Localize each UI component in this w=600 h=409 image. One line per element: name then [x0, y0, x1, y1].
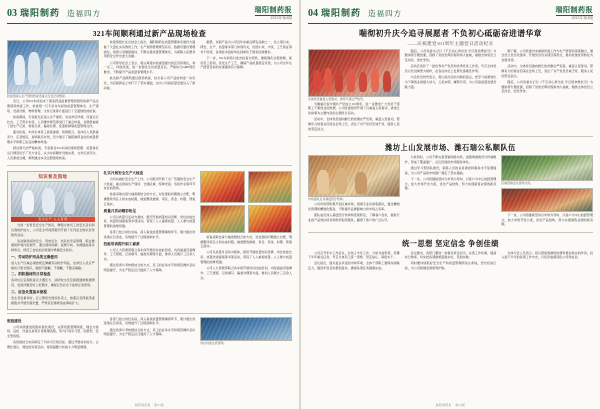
masthead-left-group — [7, 9, 101, 19]
right-article-text-1 — [308, 102, 400, 132]
subsection-title: 一、劳动防护用品的正确使用 — [11, 254, 58, 259]
paragraph: 活动中，全体党员面向鲜红的党旗庄严宣誓，重温入党誓词，铿锵有力的誓言回荡在会场上空，表达了共产党员忠诚于党、服务人民的坚定信念。 — [308, 117, 400, 131]
poster-row — [200, 171, 292, 203]
paragraph: 为进一步普及安全生产知识，增强全体员工的安全意识和自我防护能力，公司安全环保部组织开展了系列安全知识宣传教育活动。 — [11, 223, 95, 237]
market-text-1 — [308, 202, 400, 222]
bottom-col-2 — [104, 317, 196, 352]
photo-caption: 区域营销会议现场交流。 — [501, 180, 534, 185]
paragraph: 活动还表彰了一批优秀共产党员和优秀党务工作者，号召全体党员以先进典型为榜样，在各自岗位上发挥先锋模范作用。 — [404, 64, 497, 74]
page-title: 喘彻初升庆今追寻展愿者 不负初心砥砺奋进谱华章 — [359, 29, 542, 38]
photo-caption: 岗位技能比武现场。 — [200, 340, 227, 345]
market-section — [308, 155, 593, 229]
knowledge-box-title: 知识普及园地 — [38, 173, 68, 179]
masthead-subtitle: 造福四方 — [368, 8, 403, 18]
paragraph: 通过培训与考核相结合的方式，员工的业务水平和规范操作意识明显提升，为生产稳定运行提供了人才保障。 — [103, 327, 196, 337]
masthead-left — [7, 6, 292, 24]
bottom-title: 班组建设 — [7, 318, 22, 323]
photo-figures — [12, 182, 94, 216]
photo-skill-contest — [200, 317, 292, 341]
mid-article-title-3: 技能培训提升职工素质 — [103, 241, 140, 246]
paragraph: 与会党员纷纷表示，将以此次活动为新的起点，把学习成果转化为干事创业的强大动力，立足本职、履职尽责，为公司高质量发展贡献力量。 — [404, 75, 497, 89]
safety-banner: 安全生产 人人有责 — [11, 217, 95, 222]
subsection-title: 二、消防器材的日常检查 — [11, 272, 51, 277]
paragraph: 检查期间，专家组先后深入生产现场，对洁净区环境、设备运行状态、工艺用水系统、人员操作规范等进行了重点核查，并随机抽查了批生产记录、检验记录、偏差处理、变更控制等质量管理文件。 — [7, 114, 99, 129]
subsection-text — [11, 296, 95, 305]
bottom-col-3 — [200, 317, 292, 352]
divider — [308, 232, 593, 233]
paragraph: 通过培训与考核相结合的方式，员工的业务水平和规范操作意识明显提升，为生产稳定运行提供了人才保障。 — [103, 263, 196, 273]
paragraph: 经过两天的严格检查，专家组对321车间的现场管理、质量体系运行情况给予了充分肯定，认为车间硬件设施完善、文件记录齐全、人员素质过硬，顺利通过本次注册现场核查。 — [7, 146, 99, 160]
right-top-col-2 — [405, 49, 497, 133]
photo-market-visit — [308, 155, 400, 197]
market-text-2 — [405, 155, 497, 191]
paragraph: 各部门结合岗位实际，深入查找质量管理薄弱环节，累计提出改进建议百余条，有效提升了过程控制水平。 — [103, 316, 196, 326]
brand-logo: 瑞阳制药报 — [555, 5, 593, 14]
issue-date: 2023年第4期 — [270, 15, 292, 20]
photo-texture — [201, 172, 243, 202]
feature-text — [11, 223, 95, 253]
photo-lab-inspection — [7, 40, 99, 94]
article-text-col-1 — [7, 99, 99, 160]
bottom-section — [7, 317, 292, 352]
photo-caption: 检查组深入生产现场核查设备运行及记录情况。 — [7, 94, 68, 99]
mid-article-text-3 — [104, 248, 196, 273]
masthead-right-group — [308, 9, 402, 19]
right-top-col-3 — [501, 49, 593, 133]
paragraph: 公司市场部积极开拓区域市场，组建专业化销售团队，通过精细化管理和精准化服务，不断提升品牌影响力和市场占有率。 — [308, 201, 400, 211]
photo-texture — [249, 172, 291, 202]
paragraph: 此次新产品顺利通过现场核查，标志着公司产品结构进一步优化，为后续新品上市打下了坚实基础，也为公司高质量发展注入了新动能。 — [103, 76, 196, 90]
bottom-text-1 — [7, 325, 99, 350]
paragraph: 随后，公司党委书记以《不忘初心再出发 牢记使命勇担当》为题讲授专题党课，回顾了党的光辉历程和伟大成就，勉励全体党员立足岗位、创先争优。 — [404, 48, 497, 63]
paragraph: 活动围绕消防安全、用电安全、危险化学品管理、职业健康防护等内容展开，通过现场讲解、案例分析、实操演练等多种形式，使员工在轻松的氛围中掌握安全知识。 — [11, 238, 95, 253]
paragraph: 发生突发事件时，应立即报告现场负责人，按照应急预案迅速疏散并开展先期处置，严禁盲目施救造成事故扩大。 — [11, 295, 95, 305]
page-subtitle: ——庆祝建党101周年主题党日活动纪实 — [407, 40, 494, 46]
photo-poster-3 — [200, 205, 244, 233]
divider — [7, 313, 292, 314]
unify-col-2 — [405, 251, 497, 273]
market-col-2 — [405, 155, 497, 229]
mid-article-text-1 — [104, 177, 196, 207]
photo-party-ceremony — [308, 49, 400, 97]
subsection-title: 三、应急处置基本流程 — [11, 289, 47, 294]
paragraph: 各岗位应定期检查灭火器压力、消防栓水压及疏散通道畅通情况，发现问题及时上报整改，确保应急状态下能够正常使用。 — [11, 278, 95, 288]
paragraph: 进入生产区域必须按规定佩戴劳动防护用品，洁净区人员应严格执行更衣程序，做到不漏戴、不错戴、不随意摘除。 — [11, 260, 95, 270]
photo-figures — [8, 41, 98, 93]
paragraph: 下一步，公司将继续坚持以市场为导向、以客户为中心的经营理念，加大市场开发力度，优化产品结构，努力实现销售业绩的新突破。 — [501, 212, 594, 227]
knowledge-box — [7, 171, 99, 310]
paragraph: 与此同时，公司不断完善营销网络布局，加强渠道建设与终端维护，形成了覆盖面广、反应迅速的市场服务体系。 — [404, 154, 497, 164]
top-article-col-1 — [7, 40, 99, 162]
photo-poster-4 — [248, 205, 292, 233]
article-text-col-3 — [200, 40, 292, 70]
paragraph: 近日，公司321车间迎来了国家药品监督管理局组织的新产品注册现场核查工作，检查组一行专家对车间的质量管理体系、生产现场、设备设施、物料管理、文件记录等方面进行了全面细致的检查。 — [7, 99, 99, 113]
paragraph: 公司以质量月活动为载体，组织开展质量知识竞赛、岗位技能比武、质量改进提案等多项活动，营造了人人重视质量、人人参与质量管理的浓厚氛围。 — [103, 214, 196, 229]
paragraph: 检查采取自查与抽查相结合的方式，对发现的问题建立台账，明确整改责任人和完成时限，做到整改措施、责任、资金、时限、预案五落实。 — [200, 234, 293, 249]
paragraph: 公司人力资源部联合各车间开展岗位技能培训，内容涵盖设备操作、工艺规程、记录填写、偏差处理等方面，参训人员累计三百余人次。 — [103, 247, 196, 262]
photo-caption: 全体党员重温入党誓词，现场气氛庄严热烈。 — [308, 96, 366, 101]
paragraph: 会议要求，各部门要进一步强化责任担当，完善工作机制，提高执行效率，切实把各项措施落到实处、见到实效。 — [404, 250, 497, 260]
mid-section — [7, 169, 292, 310]
paragraph: 公司召开年中工作会议，总结上半年工作，分析当前形势，部署下半年重点任务，号召全体员工统一思想、坚定信心、真抓实干。 — [308, 250, 400, 260]
paragraph: 公司持续推进班组标准化建设，完善班组管理制度，健全交接班、巡检、设备点检等日常管理流程，努力打造学习型、创新型、安全型班组。 — [7, 324, 99, 339]
masthead-brand-group — [556, 7, 594, 21]
page-footer: 瑞阳制药报 · 第04版 — [435, 404, 466, 407]
mid-article-title-1: 扎实开展安全生产大检查 — [103, 170, 144, 175]
paragraph: 团队成员深入基层医疗机构和连锁药店，了解客户需求，提供专业的产品知识培训和用药指导服务，赢得了客户的广泛认可。 — [308, 212, 400, 222]
photo-figures — [309, 156, 399, 196]
market-col-1 — [308, 155, 400, 229]
photo-texture — [201, 206, 243, 232]
top-article — [7, 40, 292, 162]
top-article-right — [308, 49, 593, 133]
photo-knowledge — [11, 181, 95, 217]
mid-col-2 — [104, 169, 196, 310]
paragraph: 面对检查，车间全体员工高度重视、积极配合，各岗位人员准备充分、应答规范，现场秩序井然，充分展示了瑞阳制药良好的质量管理水平和职工队伍的精神风貌。 — [7, 130, 99, 144]
divider — [7, 165, 292, 166]
paragraph: 公司领导在会上表示，将认真落实检查组提出的意见和建议，举一反三，持续改进，进一步强化全员质量意识，严格执行GMP规范要求，不断提升产品质量和管理水平。 — [103, 60, 196, 75]
mid-article-text-2 — [104, 215, 196, 240]
photo-poster-1 — [200, 171, 244, 203]
photo-poster-2 — [248, 171, 292, 203]
top-article-col-2 — [104, 40, 196, 162]
paragraph: 各班组结合实际制定了切实可行的目标，通过开展技术练兵、合理化建议、师徒结对等活动，班组凝聚力和战斗力明显增强。 — [7, 340, 99, 350]
article-text-col-2 — [104, 40, 196, 90]
unify-text-1 — [308, 251, 400, 271]
paragraph: 会议指出，面对复杂多变的市场环境，全体干部职工要保持战略定力，围绕年度目标狠抓落实，确保各项任务圆满完成。 — [308, 261, 400, 271]
paragraph: 检查采取自查与抽查相结合的方式，对发现的问题建立台账，明确整改责任人和完成时限，做到整改措施、责任、资金、时限、预案五落实。 — [103, 192, 196, 206]
subsection-text — [11, 261, 95, 270]
page-footer: 瑞阳制药报 · 第03版 — [134, 404, 165, 407]
unify-col-3 — [501, 251, 593, 273]
paragraph: 各部门结合岗位实际，深入查找质量管理薄弱环节，累计提出改进建议百余条，有效提升了过程控制水平。 — [103, 230, 196, 239]
section-title-unify: 统一思想 坚定信念 争创佳绩 — [402, 239, 499, 248]
mid-col-3 — [200, 169, 292, 310]
masthead-title: 瑞阳制药 — [321, 7, 362, 18]
market-col-3 — [501, 155, 593, 229]
paragraph: 下一步，321车间将以此次检查为契机，继续强化过程控制，抓好员工培训，优化生产工艺，确保产品质量稳定可控，为公司全年生产经营目标的实现提供有力保障。 — [200, 55, 293, 70]
masthead-brand-group — [255, 7, 293, 21]
paragraph: 全体与会人员表示，将以更加饱满的热情和更加务实的作风，投入到下半年的各项工作中去，以优异成绩回报公司和社会。 — [501, 250, 594, 260]
photo-meeting-stage — [501, 188, 593, 212]
photo-texture — [502, 189, 592, 211]
top-article-col-3 — [200, 40, 292, 162]
masthead-subtitle: 造福四方 — [67, 8, 102, 18]
paragraph: 活动中，全体党员面向鲜红的党旗庄严宣誓，重温入党誓词，铿锵有力的誓言回荡在会场上空，表达了共产党员忠诚于党、服务人民的坚定信念。 — [501, 64, 594, 78]
photo-texture — [502, 156, 592, 180]
right-article-text-3 — [501, 49, 593, 94]
paragraph: 为切实做好安全生产工作，公司组织开展了全厂范围的安全生产大检查，重点排查生产现场、仓储区域、特种设备、危险作业等环节存在的隐患。 — [103, 176, 196, 191]
page-right — [300, 0, 600, 409]
paragraph: 为隆重庆祝中国共产党成立101周年，进一步激发广大党员干部职工干事创业的热情，公司党委组织开展了以重温入党誓词、讲述红色故事为主要内容的主题党日活动。 — [308, 101, 400, 116]
mid-article-title-2: 质量月活动精彩纷呈 — [103, 208, 137, 213]
poster-row-2 — [200, 205, 292, 233]
issue-date: 2023年第4期 — [571, 15, 593, 20]
paragraph: 据悉，该新产品为公司近年来重点研发品种之一，自立项以来，研发、生产、质量等多部门协同攻关，历经小试、中试、工艺验证等多个阶段，各项技术指标均达到或优于国家标准要求。 — [200, 40, 293, 54]
photo-figures — [309, 50, 399, 96]
unify-col-1 — [308, 251, 400, 273]
bottom-text-2 — [104, 317, 196, 337]
paragraph: 同时要持续抓好安全生产和质量管理两条生命线，坚守底线红线，为公司稳健发展保驾护航。 — [404, 261, 497, 271]
paragraph: 据了解，公司党委历来重视党建工作与生产经营的深度融合，通过设立党员先锋岗、开展党员攻关项目等形式，推动党建优势转化为发展优势。 — [501, 48, 594, 63]
paragraph: 通过学习型团队建设，销售人员的业务素质和服务水平显著提高，为公司产品的市场推广奠定了坚实基础。 — [404, 165, 497, 175]
photo-texture — [201, 318, 291, 340]
market-text-3 — [501, 213, 593, 227]
paragraph: 公司以质量月活动为载体，组织开展质量知识竞赛、岗位技能比武、质量改进提案等多项活动，营造了人人重视质量、人人参与质量管理的浓厚氛围。 — [200, 250, 293, 264]
unify-text-2 — [405, 251, 497, 271]
paragraph: 检查组组长在总结会上指出，瑞阳制药在质量管理体系建设方面做了大量扎实有效的工作，生产现场管理规范有序，数据可靠性管理到位，希望公司继续保持，不断完善质量管理体系，为保障人民群众用药安全作出更大贡献。 — [103, 40, 196, 59]
page-number: 04 — [308, 7, 318, 19]
unify-section — [308, 251, 593, 273]
unify-text-3 — [501, 251, 593, 260]
photo-group-outdoor — [501, 155, 593, 181]
page-number: 03 — [7, 7, 17, 19]
feature-box — [7, 169, 99, 310]
divider — [308, 136, 593, 137]
right-article-text-2 — [405, 49, 497, 90]
photo-texture — [249, 206, 291, 232]
right-top-col-1 — [308, 49, 400, 133]
mid-col3-text — [200, 235, 292, 280]
paragraph: 下一步，公司将继续坚持以市场为导向、以客户为中心的经营理念，加大市场开发力度，优化产品结构，努力实现销售业绩的新突破。 — [404, 176, 497, 191]
paragraph: 公司人力资源部联合各车间开展岗位技能培训，内容涵盖设备操作、工艺规程、记录填写、偏差处理等方面，参训人员累计三百余人次。 — [200, 266, 293, 280]
brand-logo: 瑞阳制药报 — [254, 5, 292, 14]
masthead-title: 瑞阳制药 — [20, 7, 61, 18]
subsection-text — [11, 278, 95, 287]
section-title-market: 潍坊上山发展市场、潍石瑞公私顺队伍 — [385, 143, 516, 152]
masthead-right — [308, 6, 593, 24]
photo-caption: 市场团队走访基层医疗机构。 — [308, 196, 346, 201]
paragraph: 随后，公司党委书记以《不忘初心再出发 牢记使命勇担当》为题讲授专题党课，回顾了党的光辉历程和伟大成就，勉励全体党员立足岗位、创先争优。 — [501, 80, 594, 94]
page-title: 321车间顺利通过新产品现场检查 — [92, 29, 207, 38]
bottom-col-1 — [7, 317, 99, 352]
